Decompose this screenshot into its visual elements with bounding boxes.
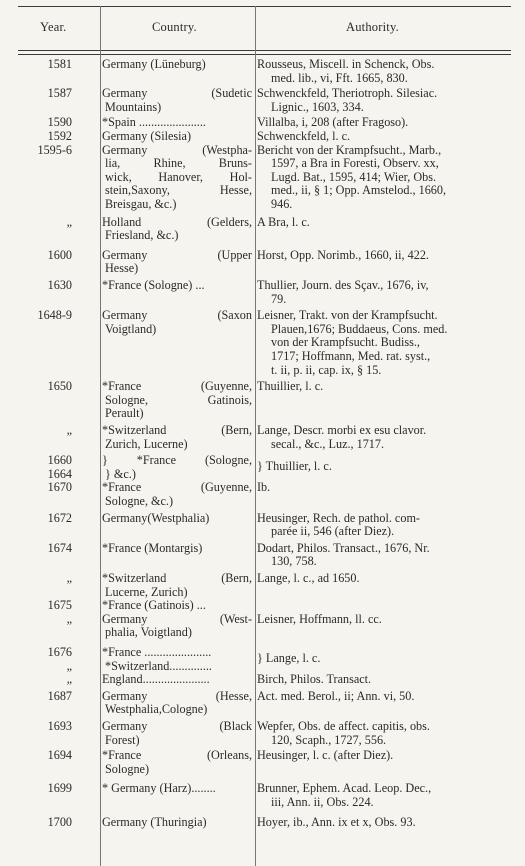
country-cell xyxy=(102,690,252,717)
country-cell xyxy=(102,87,252,114)
year-cell xyxy=(20,673,96,687)
country-cell xyxy=(102,249,252,276)
header-country: Country. xyxy=(152,20,197,34)
authority-text: Lange, Descr. morbi ex esu clavor. xyxy=(257,423,427,437)
country-cell xyxy=(102,599,252,613)
country-text: *Switzerland.............. xyxy=(105,658,212,673)
country-text: Sologne, &c.) xyxy=(105,493,174,508)
country-text: Germany (West- xyxy=(102,611,252,626)
country-cell xyxy=(102,58,252,72)
table-row xyxy=(0,690,525,717)
country-text: Voigtland) xyxy=(105,321,157,336)
authority-cell xyxy=(257,87,507,114)
country-text: Zurich, Lucerne) xyxy=(105,436,188,451)
table-row xyxy=(0,424,525,451)
year-cell xyxy=(20,454,96,481)
authority-cell xyxy=(257,542,507,569)
table-row xyxy=(0,279,525,306)
table-row xyxy=(0,720,525,747)
country-text: Germany (Westpha- xyxy=(102,142,252,157)
authority-cell xyxy=(257,130,507,144)
country-cell xyxy=(102,613,252,640)
year-cell xyxy=(20,216,96,230)
country-text: } *France (Sologne, xyxy=(102,453,252,468)
authority-text: parée ii, 546 (after Diez). xyxy=(271,524,395,539)
authority-text: Thullier, Journ. des Sçav., 1676, iv, xyxy=(257,278,429,292)
authority-text: 1597, a Bra in Foresti, Observ. xx, xyxy=(271,156,439,171)
authority-text: Villalba, i, 208 (after Fragoso). xyxy=(257,115,409,130)
authority-text: Dodart, Philos. Transact., 1676, Nr. xyxy=(257,540,430,555)
authority-text: secal., &c., Luz., 1717. xyxy=(271,436,385,451)
year-text: 1648-9 xyxy=(37,308,72,323)
year-cell xyxy=(20,542,96,556)
country-cell xyxy=(102,309,252,336)
country-cell xyxy=(102,749,252,776)
year-text: 1674 xyxy=(47,540,72,555)
year-text: 1664 xyxy=(47,466,72,481)
table-row xyxy=(0,599,525,613)
authority-text: Brunner, Ephem. Acad. Leop. Dec., xyxy=(257,781,432,796)
authority-text: Lignic., 1603, 334. xyxy=(271,99,364,114)
country-cell xyxy=(102,130,252,144)
year-text: 1600 xyxy=(47,247,72,262)
year-text: „ xyxy=(66,571,72,585)
country-text: *Switzerland (Bern, xyxy=(102,423,252,437)
table-row xyxy=(0,542,525,569)
country-text: Breisgau, &c.) xyxy=(105,196,177,211)
table-row xyxy=(0,249,525,276)
country-text: *France (Sologne) ... xyxy=(102,278,205,292)
header-year: Year. xyxy=(40,20,67,34)
country-text: Germany (Sudetic xyxy=(102,86,252,101)
year-cell xyxy=(20,87,96,101)
authority-cell xyxy=(257,816,507,830)
table-row xyxy=(0,512,525,539)
year-cell xyxy=(20,816,96,830)
country-cell xyxy=(102,116,252,130)
year-text: 1694 xyxy=(47,748,72,763)
table-row xyxy=(0,116,525,130)
authority-text: 130, 758. xyxy=(271,554,317,569)
year-text: „ xyxy=(66,214,72,229)
authority-text: Horst, Opp. Norimb., 1660, ii, 422. xyxy=(257,247,429,262)
country-cell xyxy=(102,782,252,796)
authority-text: Thuillier, l. c. xyxy=(257,379,324,394)
table-row xyxy=(0,481,525,508)
country-text: Germany (Saxon xyxy=(102,308,252,323)
authority-text: 120, Scaph., 1727, 556. xyxy=(271,732,387,747)
header-rule-thin xyxy=(18,54,511,55)
table-row xyxy=(0,816,525,830)
country-text: Forest) xyxy=(105,732,140,747)
country-text: *France (Guyenne, xyxy=(102,379,252,394)
year-cell xyxy=(20,130,96,144)
country-cell xyxy=(102,424,252,451)
year-cell xyxy=(20,380,96,394)
country-cell xyxy=(102,279,252,293)
country-text: *Switzerland (Bern, xyxy=(102,571,252,585)
country-text: Sologne, Gatinois, xyxy=(105,392,252,407)
country-text: * Germany (Harz)........ xyxy=(102,781,216,796)
table-row xyxy=(0,309,525,377)
country-text: phalia, Voigtland) xyxy=(105,625,192,640)
year-text: 1672 xyxy=(47,510,72,525)
year-text: 1581 xyxy=(47,57,72,71)
authority-text: 946. xyxy=(271,196,293,211)
table-row xyxy=(0,782,525,809)
authority-cell xyxy=(257,673,507,687)
authority-text: Lange, l. c., ad 1650. xyxy=(257,571,360,585)
year-text: 1650 xyxy=(47,379,72,394)
country-text: Germany (Upper xyxy=(102,247,252,262)
table-row xyxy=(0,216,525,243)
year-text: „ xyxy=(66,423,72,437)
authority-text: von der Krampfsucht. Budiss., xyxy=(271,335,420,350)
authority-text xyxy=(257,599,507,613)
authority-text: Schwenckfeld, Theriotroph. Silesiac. xyxy=(257,86,438,101)
country-text: Lucerne, Zurich) xyxy=(105,584,188,599)
country-text: *France (Guyenne, xyxy=(102,480,252,495)
country-cell xyxy=(102,380,252,421)
table-row xyxy=(0,749,525,776)
country-text: Hesse) xyxy=(105,261,139,276)
year-text: 1595-6 xyxy=(37,142,72,157)
authority-cell xyxy=(257,512,507,539)
country-text: *Spain ...................... xyxy=(102,115,206,130)
header-rule xyxy=(18,50,511,51)
authority-cell xyxy=(257,216,507,230)
authority-cell xyxy=(257,380,507,394)
authority-cell xyxy=(257,279,507,306)
country-text: Perault) xyxy=(105,406,144,421)
authority-text: t. ii, p. ii, cap. ix, § 15. xyxy=(271,362,382,377)
authority-text: Plauen,1676; Buddaeus, Cons. med. xyxy=(271,321,448,336)
authority-cell xyxy=(257,690,507,704)
table-row xyxy=(0,144,525,212)
country-text: wick, Hanover, Hol- xyxy=(105,169,252,184)
year-cell xyxy=(20,720,96,734)
authority-cell xyxy=(257,652,507,666)
year-cell xyxy=(20,782,96,796)
authority-cell xyxy=(257,599,507,613)
authority-cell xyxy=(257,309,507,377)
authority-cell xyxy=(257,749,507,763)
year-text: 1675 xyxy=(47,598,72,613)
table-row xyxy=(0,380,525,421)
country-cell xyxy=(102,572,252,599)
year-cell xyxy=(20,481,96,495)
table-row xyxy=(0,454,525,481)
country-cell xyxy=(102,673,252,687)
country-cell xyxy=(102,144,252,212)
country-text: England...................... xyxy=(102,672,210,687)
year-cell xyxy=(20,613,96,627)
country-text: Germany (Thuringia) xyxy=(102,814,207,829)
country-text: *France (Montargis) xyxy=(102,540,203,555)
authority-cell xyxy=(257,460,507,474)
country-text: Germany (Hesse, xyxy=(102,688,252,703)
authority-cell xyxy=(257,613,507,627)
authority-cell xyxy=(257,58,507,85)
authority-cell xyxy=(257,116,507,130)
authority-cell xyxy=(257,720,507,747)
country-text: *France (Orleans, xyxy=(102,748,252,763)
year-text: „ xyxy=(66,658,72,673)
authority-cell xyxy=(257,782,507,809)
country-text: Mountains) xyxy=(105,99,162,114)
table-row xyxy=(0,572,525,599)
country-text: Germany(Westphalia) xyxy=(102,510,210,525)
country-cell xyxy=(102,454,252,481)
year-text: 1687 xyxy=(47,688,72,703)
authority-text: Schwenckfeld, l. c. xyxy=(257,129,351,143)
authority-text: Ib. xyxy=(257,480,271,495)
country-text: } &c.) xyxy=(105,466,136,481)
authority-text: Heusinger, l. c. (after Diez). xyxy=(257,748,394,763)
year-text: 1676 xyxy=(47,645,72,659)
top-rule xyxy=(18,6,511,7)
year-text: 1699 xyxy=(47,781,72,796)
authority-text: Leisner, Hoffmann, ll. cc. xyxy=(257,611,382,626)
country-text: Germany (Silesia) xyxy=(102,129,192,143)
country-text: *France ...................... xyxy=(102,645,212,659)
table-row xyxy=(0,130,525,144)
country-cell xyxy=(102,542,252,556)
country-text: Germany (Lüneburg) xyxy=(102,57,206,71)
authority-text: med. lib., vi, Fft. 1665, 830. xyxy=(271,70,408,85)
authority-text: Bericht von der Krampfsucht., Marb., xyxy=(257,142,442,157)
header-authority: Authority. xyxy=(346,20,399,34)
year-cell xyxy=(20,646,96,673)
year-text: 1670 xyxy=(47,480,72,495)
authority-cell xyxy=(257,481,507,495)
year-text: 1590 xyxy=(47,115,72,130)
year-cell xyxy=(20,749,96,763)
year-text: 1700 xyxy=(47,814,72,829)
country-cell xyxy=(102,481,252,508)
country-cell xyxy=(102,512,252,526)
country-text: Holland (Gelders, xyxy=(102,214,252,229)
authority-text: 1717; Hoffmann, Med. rat. syst., xyxy=(271,348,431,363)
authority-text: iii, Ann. ii, Obs. 224. xyxy=(271,794,374,809)
authority-text: med., ii, § 1; Opp. Amstelod., 1660, xyxy=(271,183,447,198)
country-text: *France (Gatinois) ... xyxy=(102,598,206,613)
year-cell xyxy=(20,116,96,130)
country-cell xyxy=(102,216,252,243)
country-text: Germany (Black xyxy=(102,719,252,733)
year-cell xyxy=(20,249,96,263)
authority-text: Lugd. Bat., 1595, 414; Wier, Obs. xyxy=(271,169,437,184)
country-text: Sologne) xyxy=(105,761,150,776)
country-text: Friesland, &c.) xyxy=(105,228,179,243)
year-text: 1693 xyxy=(47,719,72,733)
country-cell xyxy=(102,720,252,747)
table-row xyxy=(0,58,525,85)
authority-text: Heusinger, Rech. de pathol. com- xyxy=(257,510,420,525)
table-row xyxy=(0,673,525,687)
year-cell xyxy=(20,279,96,293)
year-text: „ xyxy=(66,672,72,687)
year-text: 1592 xyxy=(47,129,72,143)
year-cell xyxy=(20,690,96,704)
authority-text: Hoyer, ib., Ann. ix et x, Obs. 93. xyxy=(257,814,416,829)
authority-text: A Bra, l. c. xyxy=(257,214,310,229)
authority-text: Birch, Philos. Transact. xyxy=(257,672,372,687)
year-text: „ xyxy=(66,611,72,626)
country-text: Westphalia,Cologne) xyxy=(105,702,208,717)
authority-text: Act. med. Berol., ii; Ann. vi, 50. xyxy=(257,688,415,703)
year-cell xyxy=(20,572,96,586)
table-row xyxy=(0,87,525,114)
year-cell xyxy=(20,424,96,438)
authority-text: } Lange, l. c. xyxy=(257,651,321,666)
year-cell xyxy=(20,512,96,526)
country-text: lia, Rhine, Bruns- xyxy=(105,156,252,171)
authority-text: 79. xyxy=(271,291,287,306)
year-cell xyxy=(20,58,96,72)
authority-cell xyxy=(257,249,507,263)
country-text: stein,Saxony, Hesse, xyxy=(105,183,252,198)
year-text: 1587 xyxy=(47,86,72,101)
authority-text: Leisner, Trakt. von der Krampfsucht. xyxy=(257,308,438,323)
authority-text: Rousseus, Miscell. in Schenck, Obs. xyxy=(257,57,435,71)
country-cell xyxy=(102,646,252,673)
country-cell xyxy=(102,816,252,830)
authority-cell xyxy=(257,572,507,586)
authority-text: Wepfer, Obs. de affect. capitis, obs. xyxy=(257,719,430,733)
year-text: 1630 xyxy=(47,278,72,292)
year-text: 1660 xyxy=(47,453,72,468)
year-cell xyxy=(20,599,96,613)
table-row xyxy=(0,646,525,673)
authority-cell xyxy=(257,144,507,212)
year-cell xyxy=(20,309,96,323)
year-cell xyxy=(20,144,96,158)
authority-cell xyxy=(257,424,507,451)
table-row xyxy=(0,613,525,640)
authority-text: } Thuillier, l. c. xyxy=(257,459,332,474)
